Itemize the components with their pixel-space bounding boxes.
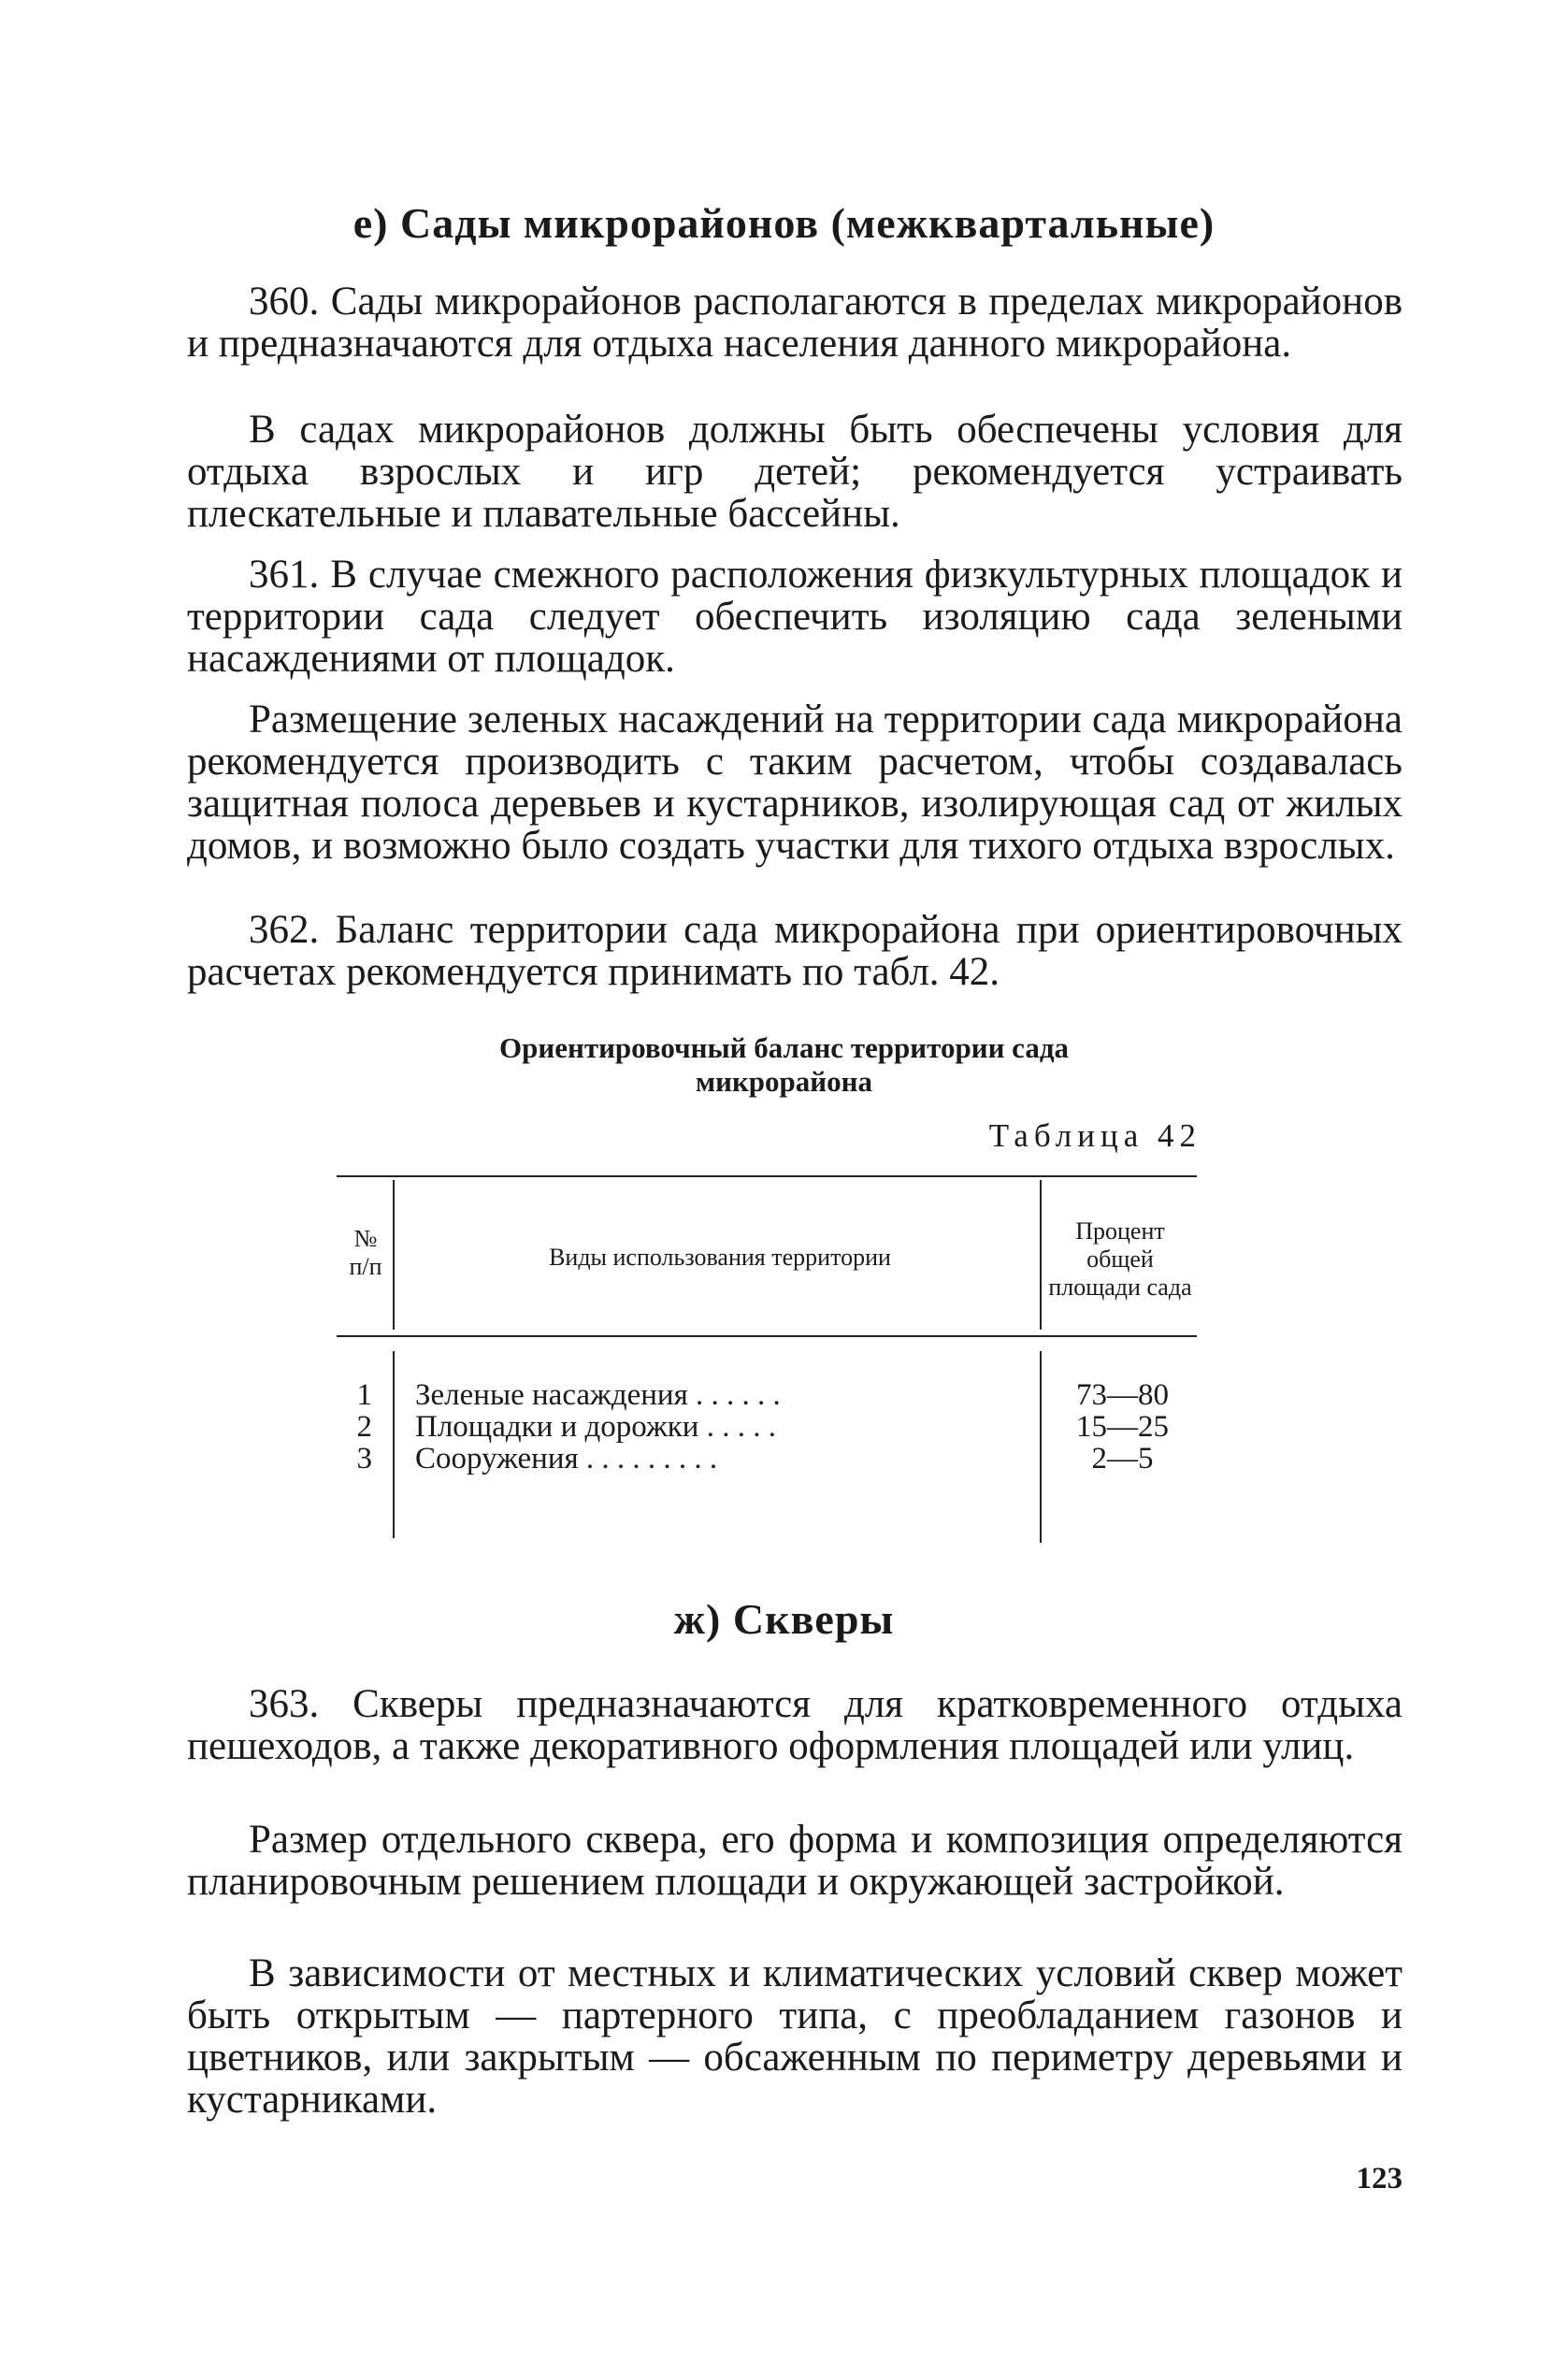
table-caption-line1: Ориентировочный баланс территории сада	[499, 1031, 1069, 1064]
table-vrule-body-1	[393, 1351, 395, 1538]
paragraph-362: 362. Баланс территории сада микрорайона при ориентировочных расчетах рекомендуется принимать по табл. 42.	[187, 908, 1403, 994]
row-2-num: 2	[356, 1410, 372, 1444]
table-vrule-2	[1040, 1180, 1042, 1330]
table-caption-line2: микрорайона	[695, 1065, 873, 1098]
paragraph-placement: Размещение зеленых насаждений на территории сада микрорайона рекомендуется производить с таким расчетом, чтобы создавалась защитная полоса деревьев и кустарников, изолирующая сад от жилых домов, и возможно было создать участки для тихого отдыха взрослых.	[187, 698, 1403, 868]
header-type: Виды использования территории	[549, 1244, 891, 1271]
header-num: № п/п	[349, 1225, 382, 1280]
row-1-value: 73—80	[1076, 1378, 1169, 1412]
row-3-value: 2—5	[1091, 1442, 1154, 1475]
paragraph-square-types: В зависимости от местных и климатических условий сквер может быть открытым — партерного типа, с преобладанием газонов и цветников, или закрытым — обсаженным по периметру деревьями и кустарниками.	[187, 1951, 1403, 2122]
paragraph-361: 361. В случае смежного расположения физкультурных площадок и территории сада следует обеспечить изоляцию сада зелеными насаждениями от площадок.	[187, 553, 1403, 681]
paragraph-gardens-conditions: В садах микрорайонов должны быть обеспечены условия для отдыха взрослых и игр детей; рекомендуется устраивать плескательные и плавательные бассейны.	[187, 408, 1403, 536]
paragraph-360: 360. Сады микрорайонов располагаются в пределах микрорайонов и предназначаются для отдыха населения данного микрорайона.	[187, 280, 1403, 366]
section-heading-gardens: е) Сады микрорайонов (межквартальные)	[352, 199, 1216, 247]
table-label: Таблица 42	[988, 1117, 1201, 1154]
row-1-name: Зеленые насаждения . . . . . .	[415, 1378, 781, 1412]
row-2-value: 15—25	[1076, 1410, 1169, 1444]
section-heading-squares: ж) Скверы	[673, 1595, 895, 1643]
row-2-name: Площадки и дорожки . . . . .	[415, 1410, 776, 1444]
table-header-rule	[337, 1335, 1197, 1337]
paragraph-363: 363. Скверы предназначаются для кратковременного отдыха пешеходов, а также декоративного оформления площадей или улиц.	[187, 1682, 1403, 1768]
table-top-rule	[337, 1175, 1197, 1177]
row-1-num: 1	[356, 1378, 372, 1412]
row-3-num: 3	[356, 1442, 372, 1475]
header-percent: Процент общей площади сада	[1048, 1217, 1192, 1301]
row-3-name: Сооружения . . . . . . . . .	[415, 1442, 718, 1475]
page-number: 123	[1356, 2162, 1403, 2195]
table-vrule-1	[393, 1180, 395, 1330]
paragraph-square-size: Размер отдельного сквера, его форма и композиция определяются планировочным решением площади и окружающей застройкой.	[187, 1818, 1403, 1904]
